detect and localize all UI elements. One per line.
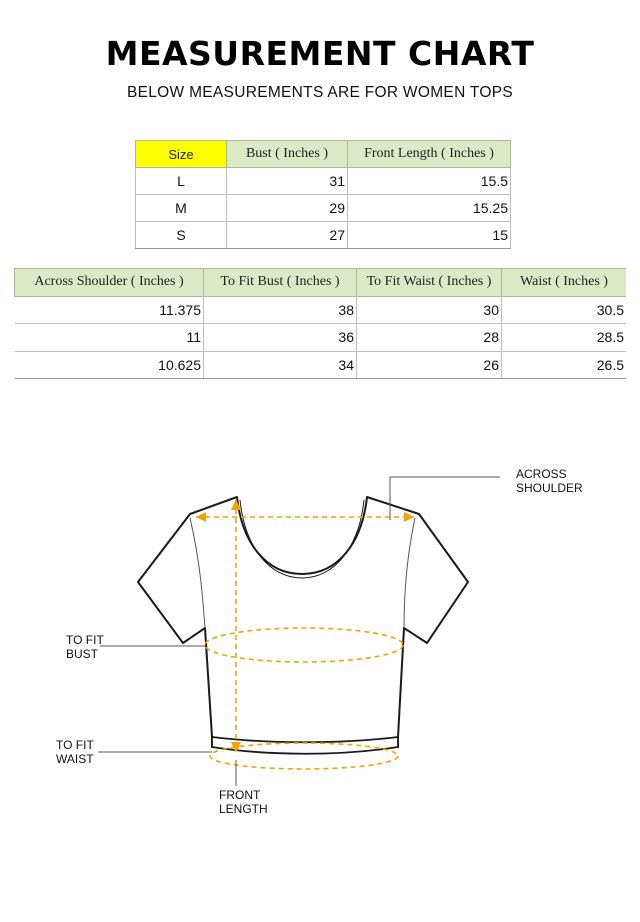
cell-waist: 26.5: [502, 351, 627, 379]
label-front-length: FRONT LENGTH: [219, 788, 268, 816]
header-size: Size: [136, 141, 227, 168]
cell-to-fit-bust: 38: [204, 296, 357, 324]
cell-waist: 28.5: [502, 324, 627, 352]
header-to-fit-waist: To Fit Waist ( Inches ): [357, 269, 502, 297]
header-waist: Waist ( Inches ): [502, 269, 627, 297]
table-header-row: [136, 141, 511, 168]
cell-front-length: 15.25: [348, 195, 511, 222]
table-row: [15, 351, 627, 379]
header-to-fit-bust: To Fit Bust ( Inches ): [204, 269, 357, 297]
header-front-length: Front Length ( Inches ): [348, 141, 511, 168]
page-title: MEASUREMENT CHART: [105, 34, 535, 73]
table-row: [15, 296, 627, 324]
page-subtitle: BELOW MEASUREMENTS ARE FOR WOMEN TOPS: [126, 84, 514, 101]
cell-size: M: [136, 195, 227, 222]
cell-front-length: 15: [348, 222, 511, 249]
cell-to-fit-waist: 30: [357, 296, 502, 324]
table-row: [136, 195, 511, 222]
cell-waist: 30.5: [502, 296, 627, 324]
header-across-shoulder: Across Shoulder ( Inches ): [15, 269, 204, 297]
table-row: [15, 324, 627, 352]
cell-to-fit-waist: 26: [357, 351, 502, 379]
cell-to-fit-waist: 28: [357, 324, 502, 352]
cell-to-fit-bust: 36: [204, 324, 357, 352]
size-table: [135, 140, 511, 249]
cell-size: L: [136, 168, 227, 195]
cell-bust: 29: [227, 195, 348, 222]
cell-across-shoulder: 10.625: [15, 351, 204, 379]
measurement-table: [14, 268, 626, 379]
header-bust: Bust ( Inches ): [227, 141, 348, 168]
table-header-row: [15, 269, 627, 297]
cell-front-length: 15.5: [348, 168, 511, 195]
cell-bust: 27: [227, 222, 348, 249]
label-to-fit-bust: TO FIT BUST: [66, 633, 104, 661]
cell-to-fit-bust: 34: [204, 351, 357, 379]
table-row: [136, 222, 511, 249]
label-to-fit-waist: TO FIT WAIST: [56, 738, 94, 766]
cell-across-shoulder: 11.375: [15, 296, 204, 324]
table-row: [136, 168, 511, 195]
cell-bust: 31: [227, 168, 348, 195]
cell-size: S: [136, 222, 227, 249]
crop-top-outline: [138, 497, 468, 747]
label-across-shoulder: ACROSS SHOULDER: [516, 467, 583, 495]
cell-across-shoulder: 11: [15, 324, 204, 352]
